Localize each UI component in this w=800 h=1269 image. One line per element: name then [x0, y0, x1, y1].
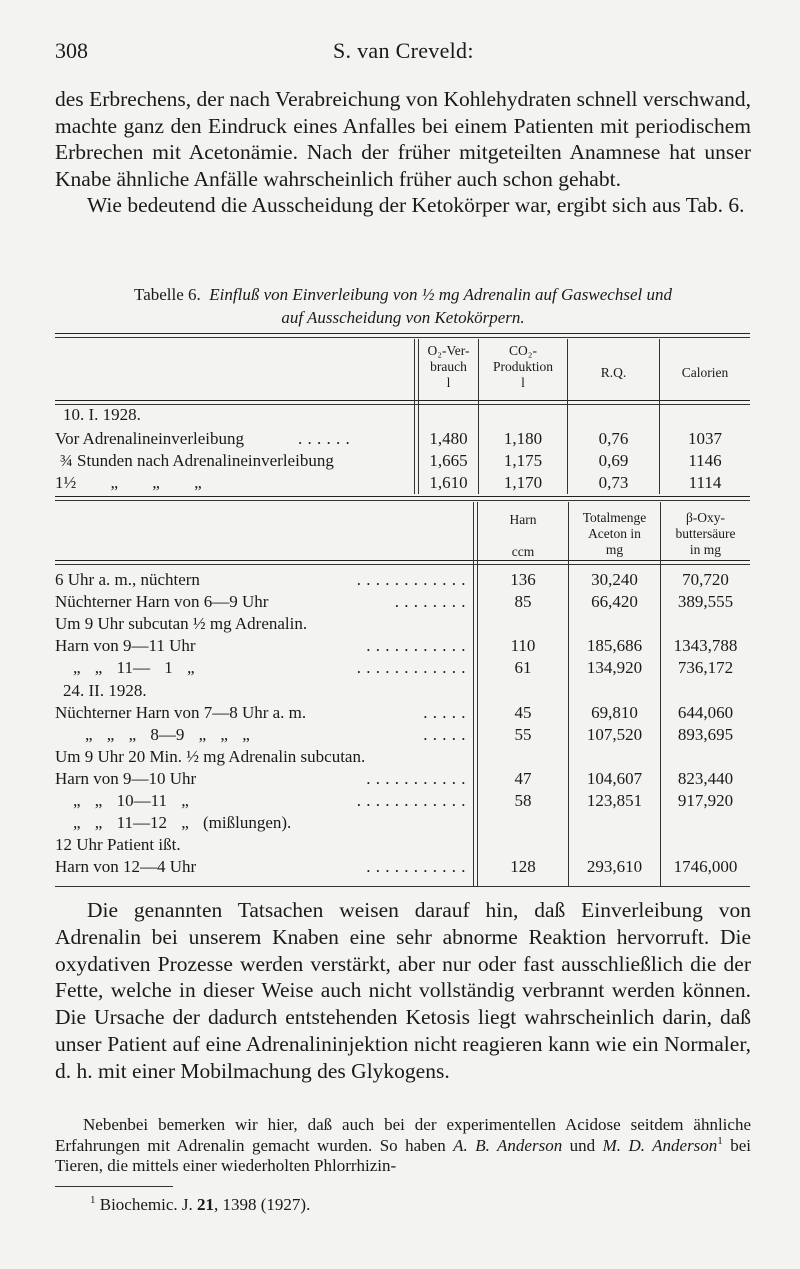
table-rule	[55, 500, 750, 501]
footnote-marker: 1	[717, 1134, 723, 1147]
page-header	[55, 38, 747, 68]
cell-value: 47	[514, 768, 532, 788]
table-rule	[55, 496, 750, 497]
dot-leader: . . . . . . . . . . . .	[356, 658, 466, 678]
cell-value: 1,175	[503, 451, 543, 470]
cell-value: 0,73	[598, 473, 629, 492]
row-label: 12 Uhr Patient ißt.	[55, 835, 181, 855]
dot-leader: . . . . . . . . . . .	[366, 768, 466, 788]
row-label: „ „ 10—11 „	[73, 791, 189, 810]
cell-value: 736,172	[677, 658, 734, 678]
header-calorien: Calorien	[681, 365, 729, 380]
header-aceton: Totalmenge Aceton in mg	[582, 510, 647, 557]
row-label: Harn von 9—11 Uhr	[55, 636, 196, 656]
dot-leader: . . . . . .	[298, 429, 351, 448]
cell-value: 104,607	[586, 768, 643, 788]
dot-leader: . . . . .	[423, 724, 466, 744]
dot-leader: . . . . . . . . . . . .	[356, 791, 466, 810]
cell-value: 128	[510, 857, 536, 877]
cell-value: 1,180	[503, 429, 543, 448]
header-oxybuttersaeure: β-Oxy- buttersäure in mg	[675, 510, 736, 557]
row-label: 1½ „ „ „	[55, 473, 202, 492]
cell-value: 293,610	[586, 857, 643, 877]
cell-value: 61	[514, 658, 532, 678]
row-label: 6 Uhr a. m., nüchtern	[55, 570, 200, 589]
table-rule	[55, 337, 750, 338]
caption-line-1: Einfluß von Einverleibung von ½ mg Adrenalin auf Gaswechsel und	[209, 285, 672, 304]
table-rule	[55, 560, 750, 561]
cell-value: 1343,788	[673, 636, 738, 656]
table-caption	[55, 283, 751, 329]
row-label: Harn von 9—10 Uhr	[55, 768, 197, 788]
author-name: A. B. Anderson	[453, 1135, 563, 1155]
row-label: „ „ 11—12 „ (mißlungen).	[73, 813, 292, 833]
caption-line-2: auf Ausscheidung von Ketokörpern.	[281, 308, 525, 327]
cell-value: 58	[514, 791, 532, 810]
cell-value: 107,520	[586, 724, 643, 744]
row-label: „ „ 11— 1 „	[73, 658, 195, 678]
cell-value: 0,69	[598, 451, 629, 470]
header-co2: CO₂- Produktion l	[492, 343, 553, 390]
cell-value: 1,665	[429, 451, 468, 470]
dot-leader: . . . . .	[423, 702, 466, 722]
side-note: Nebenbei bemerken wir hier, daß auch bei der experimentellen Acidose seitdem ähnliche Erfahrungen mit Adrenalin gemacht wurden. So haben A. B. Anderson und M. D. Anderson$^1$ bei Tieren, die mittels einer wiederholten Phlorrhizin-	[55, 1115, 752, 1175]
footnote-rule	[55, 1186, 173, 1187]
table-rule	[55, 404, 750, 405]
dot-leader: . . . . . . . .	[394, 592, 466, 612]
row-label: Harn von 12—4 Uhr	[55, 857, 197, 877]
cell-value: 1746,000	[673, 857, 738, 877]
dot-leader: . . . . . . . . . . .	[366, 636, 466, 656]
cell-value: 0,76	[598, 429, 629, 448]
cell-value: 1,480	[429, 429, 468, 448]
cell-value: 85	[514, 592, 532, 612]
row-label: „ „ „ 8—9 „ „ „	[85, 724, 250, 744]
cell-value: 823,440	[677, 768, 734, 788]
cell-value: 1146	[688, 451, 722, 470]
column-divider	[660, 502, 661, 886]
row-label: Um 9 Uhr subcutan ½ mg Adrenalin.	[55, 614, 308, 634]
row-label: ¾ Stunden nach Adrenalineinverleibung	[60, 451, 334, 470]
table-rule	[55, 886, 750, 887]
cell-value: 110	[510, 636, 536, 656]
column-divider	[473, 502, 474, 886]
intro-text	[55, 86, 751, 219]
author-name: M. D. Anderson	[602, 1135, 718, 1155]
row-label: Um 9 Uhr 20 Min. ½ mg Adrenalin subcutan.	[55, 746, 366, 766]
cell-value: 55	[514, 724, 532, 744]
running-title: S. van Creveld:	[333, 38, 474, 63]
column-divider	[414, 339, 415, 494]
paragraph: des Erbrechens, der nach Verabreichung von Kohlehydraten schnell verschwand, machte ganz den Eindruck eines Anfalles bei einem Patienten mit periodischem Erbrechen mit Acetonämie. Nach der früher mitgeteilten Anamnese hat unser Knabe ähnliche Anfälle wahrscheinlich früher auch schon gehabt.	[55, 87, 751, 191]
cell-value: 134,920	[586, 658, 643, 678]
footnote-marker: 1	[90, 1194, 96, 1206]
cell-value: 66,420	[591, 592, 638, 612]
row-label: 24. II. 1928.	[63, 680, 147, 700]
cell-value: 123,851	[586, 791, 643, 810]
cell-value: 917,920	[677, 791, 734, 810]
row-label: Nüchterner Harn von 6—9 Uhr	[55, 592, 269, 612]
cell-value: 69,810	[591, 702, 638, 722]
page-number: 308	[55, 38, 88, 63]
cell-value: 893,695	[677, 724, 734, 744]
header-harn: Harn ccm	[509, 512, 537, 559]
header-rq: R.Q.	[600, 365, 627, 380]
cell-value: 1114	[688, 473, 722, 492]
table-date: 10. I. 1928.	[63, 405, 141, 424]
dot-leader: . . . . . . . . . . . .	[356, 570, 466, 589]
cell-value: 1,610	[429, 473, 468, 492]
row-label: Nüchterner Harn von 7—8 Uhr a. m.	[55, 702, 307, 722]
cell-value: 45	[514, 702, 532, 722]
table-rule	[55, 564, 750, 565]
paragraph: Wie bedeutend die Ausscheidung der Ketokörper war, ergibt sich aus Tab. 6.	[87, 193, 745, 218]
table-rule	[55, 333, 750, 334]
cell-value: 30,240	[591, 570, 638, 589]
cell-value: 70,720	[682, 570, 729, 589]
volume-number: 21	[197, 1195, 215, 1214]
row-label: Vor Adrenalineinverleibung	[55, 429, 245, 448]
cell-value: 136	[510, 570, 536, 589]
cell-value: 644,060	[677, 702, 734, 722]
cell-value: 185,686	[586, 636, 643, 656]
column-divider	[568, 502, 569, 886]
table-label: Tabelle 6.	[134, 285, 201, 304]
cell-value: 1037	[688, 429, 722, 448]
dot-leader: . . . . . . . . . . .	[366, 857, 466, 877]
header-o2: O₂-Ver- brauch l	[427, 343, 470, 390]
cell-value: 389,555	[677, 592, 734, 612]
discussion-paragraph: Die genannten Tatsachen weisen darauf hin, daß Einverleibung von Adrenalin bei unserem Knaben eine sehr abnorme Reaktion hervorruft. Die oxydativen Prozesse werden verstärkt, aber nur oder fast ausschließlich die der Fette, welche in dieser Weise auch nicht vollständig verbrannt werden können. Die Ursache der dadurch entstehenden Ketosis liegt wahrscheinlich darin, daß unser Patient auf eine Adrenalininjektion nicht reagieren kann wie ein Normaler, d. h. mit einer Mobilmachung des Glykogens.	[55, 898, 751, 1083]
footnote: $^1$ Biochemic. J. 21, 1398 (1927).	[90, 1194, 311, 1214]
table-rule	[55, 400, 750, 401]
cell-value: 1,170	[503, 473, 543, 492]
